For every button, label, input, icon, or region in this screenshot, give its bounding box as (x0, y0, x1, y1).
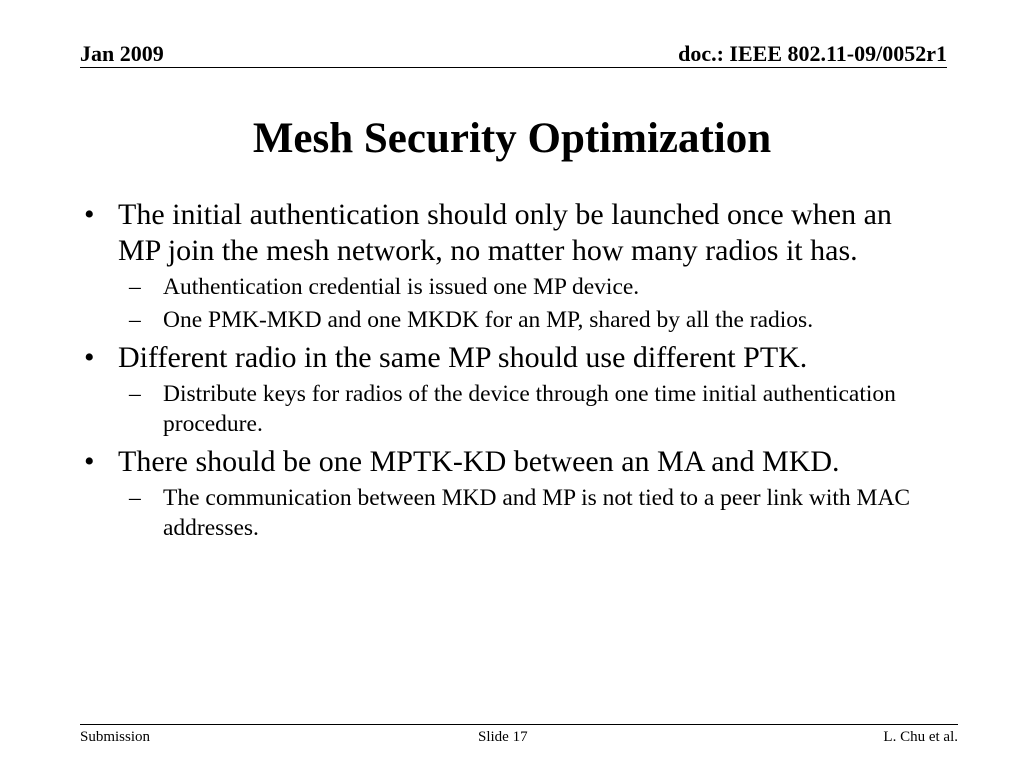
bullet-marker: • (84, 198, 95, 231)
bullet-text: There should be one MPTK-KD between an MA and MKD. (118, 445, 840, 478)
sub-bullet-item (84, 379, 914, 439)
dash-marker: – (129, 485, 141, 511)
bullet-text: The initial authentication should only be launched once when an MP join the mesh network, no matter how many radios it has. (118, 198, 892, 267)
header-divider (80, 67, 947, 68)
bullet-item (84, 444, 914, 480)
dash-marker: – (129, 381, 141, 407)
sub-bullet-item (84, 305, 914, 335)
footer-submission: Submission (80, 729, 151, 745)
sub-bullet-text: One PMK-MKD and one MKDK for an MP, shared by all the radios. (163, 307, 814, 333)
sub-bullet-item (84, 272, 914, 302)
header-date: Jan 2009 (80, 41, 164, 66)
bullet-marker: • (84, 445, 95, 478)
header-doc-id: doc.: IEEE 802.11-09/0052r1 (678, 41, 947, 66)
footer-slide-number: Slide 17 (478, 729, 528, 745)
bullet-item (84, 340, 914, 376)
bullet-text: Different radio in the same MP should use different PTK. (118, 341, 808, 374)
bullet-marker: • (84, 341, 95, 374)
dash-marker: – (129, 307, 141, 333)
dash-marker: – (129, 274, 141, 300)
footer-divider (80, 724, 958, 725)
slide-title: Mesh Security Optimization (252, 115, 772, 162)
sub-bullet-item (84, 483, 914, 543)
sub-bullet-text: Authentication credential is issued one MP device. (163, 274, 640, 300)
sub-bullet-text: The communication between MKD and MP is not tied to a peer link with MAC addresses. (163, 485, 911, 541)
sub-bullet-text: Distribute keys for radios of the device through one time initial authentication procedure. (163, 381, 896, 437)
footer-author: L. Chu et al. (883, 729, 958, 745)
slide-body (84, 195, 914, 543)
bullet-item (84, 197, 914, 269)
